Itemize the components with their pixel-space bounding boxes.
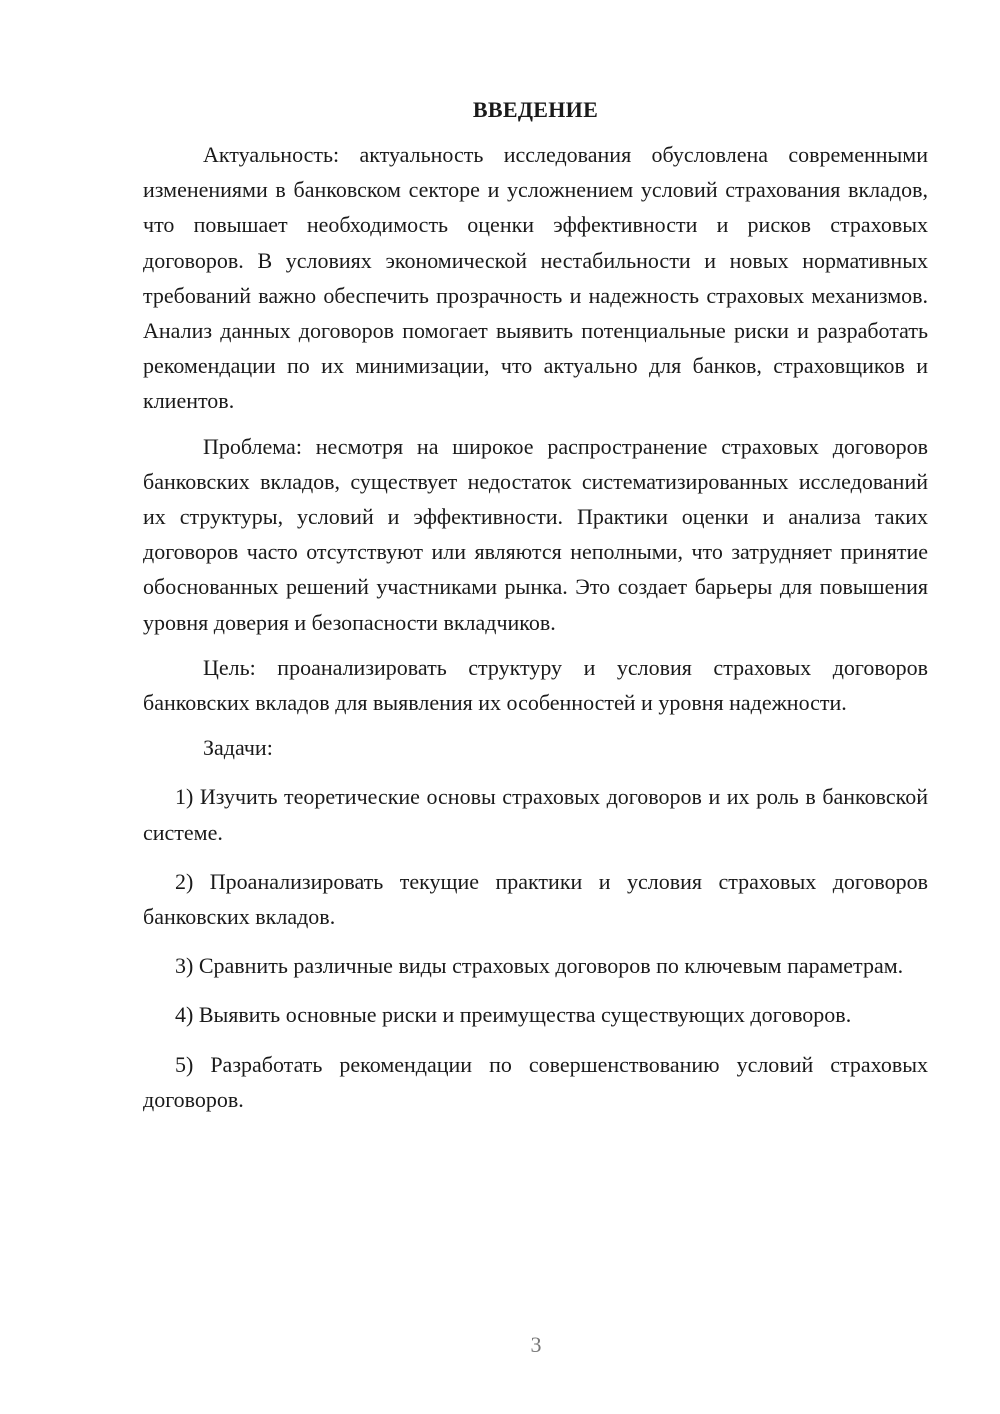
task-list bbox=[143, 779, 928, 1117]
paragraph-goal: Цель: проанализировать структуру и условия страховых договоров банковских вкладов для выявления их особенностей и уровня надежности. bbox=[143, 654, 928, 716]
paragraph-relevance: Актуальность: актуальность исследования обусловлена современными изменениями в банковском секторе и усложнением условий страхования вкладов, что повышает необходимость оценки эффективности и рисков страховых договоров. В условиях экономической нестабильности и новых нормативных требований важно обеспечить прозрачность и надежность страховых механизмов. Анализ данных договоров помогает выявить потенциальные риски и разработать рекомендации по их минимизации, что актуально для банков, страховщиков и клиентов. bbox=[143, 142, 928, 414]
tasks-heading: Задачи: bbox=[203, 735, 273, 761]
task-item: 3) Сравнить различные виды страховых договоров по ключевым параметрам. bbox=[175, 953, 904, 979]
section-title: ВВЕДЕНИЕ bbox=[472, 97, 599, 122]
task-item: 1) Изучить теоретические основы страховых договоров и их роль в банковской системе. bbox=[143, 784, 928, 845]
paragraph-problem: Проблема: несмотря на широкое распространение страховых договоров банковских вкладов, существует недостаток систематизированных исследований их структуры, условий и эффективности. Практики оценки и анализа таких договоров часто отсутствуют или являются неполными, что затрудняет принятие обоснованных решений участниками рынка. Это создает барьеры для повышения уровня доверия и безопасности вкладчиков. bbox=[143, 433, 928, 635]
task-item: 4) Выявить основные риски и преимущества существующих договоров. bbox=[175, 1002, 852, 1028]
task-item: 5) Разработать рекомендации по совершенствованию условий страховых договоров. bbox=[143, 1051, 928, 1112]
task-item: 2) Проанализировать текущие практики и условия страховых договоров банковских вкладов. bbox=[143, 868, 928, 930]
document-page bbox=[143, 92, 928, 1117]
page-number: 3 bbox=[530, 1332, 542, 1357]
